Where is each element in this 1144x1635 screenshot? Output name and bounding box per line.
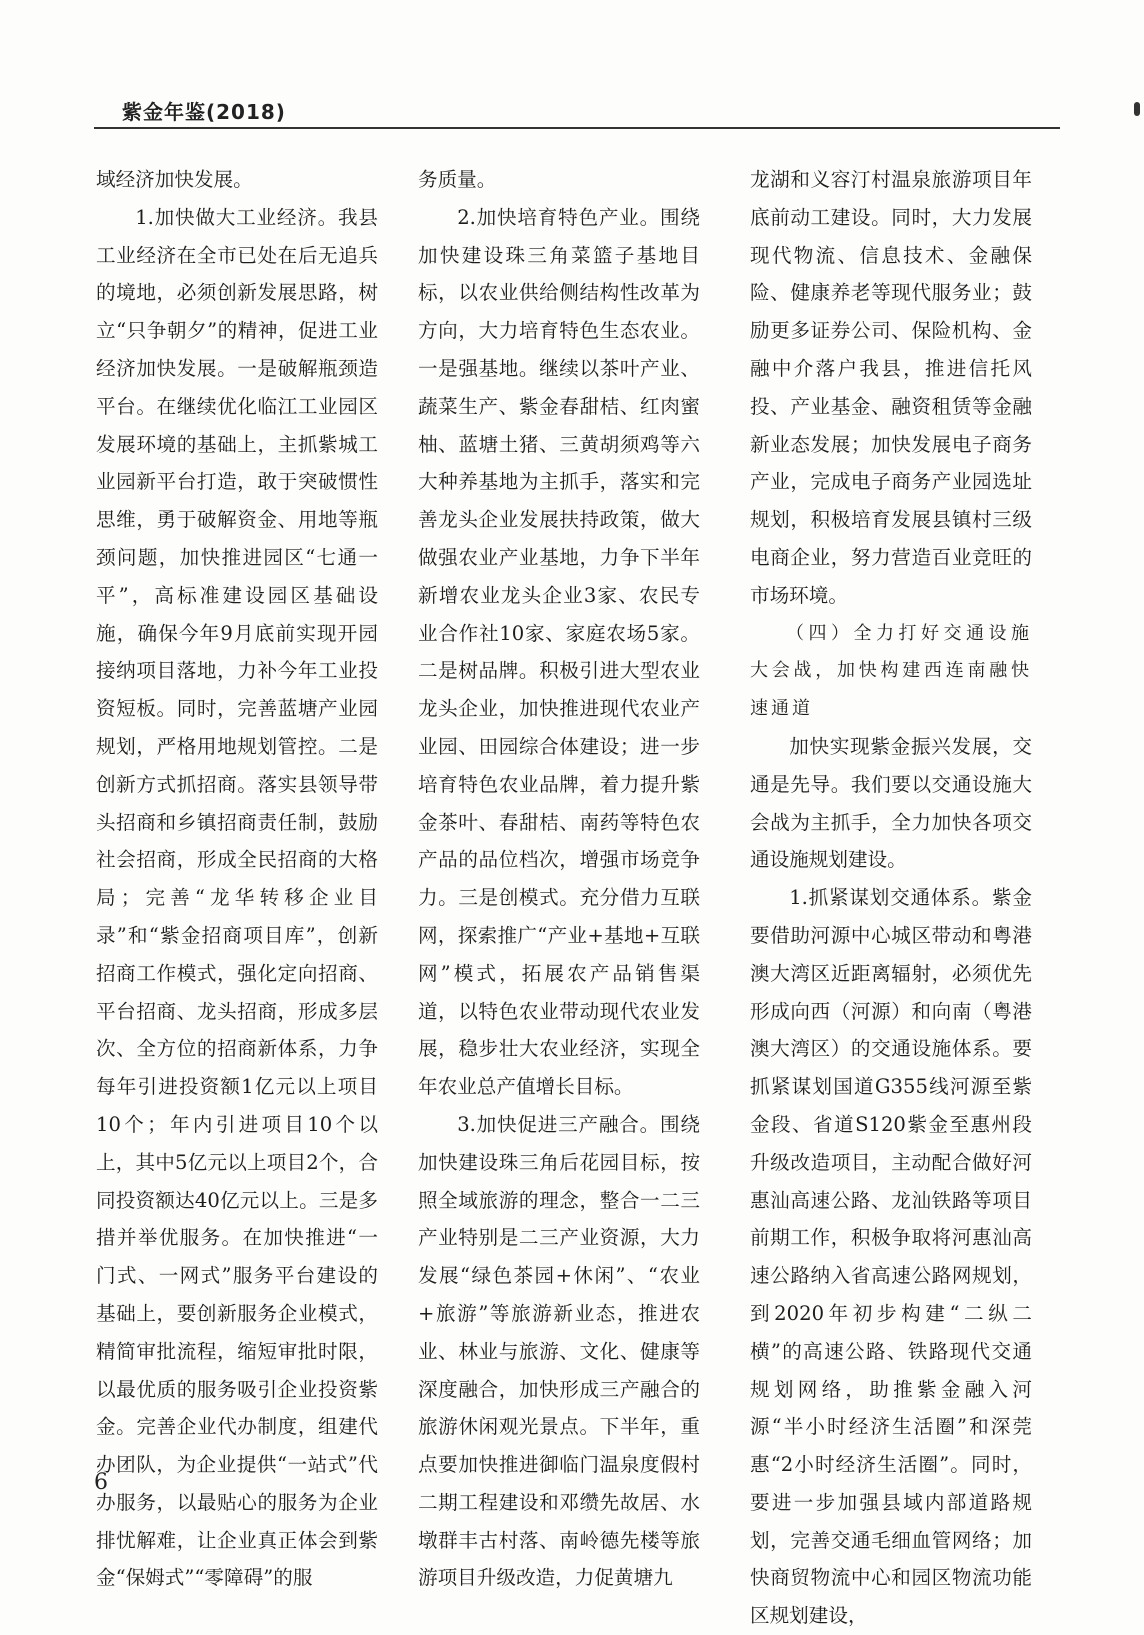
paragraph: 1.加快做大工业经济。我县工业经济在全市已处在后无追兵的境地，必须创新发展思路，树立“只争朝夕”的精神，促进工业经济加快发展。一是破解瓶颈造平台。在继续优化临江工业园区发展环境的基础上，主抓紫城工业园新平台打造，敢于突破惯性思维，勇于破解资金、用地等瓶颈问题，加快推进园区“七通一平”，高标准建设园区基础设施，确保今年9月底前实现开园接纳项目落地，力补今年工业投资短板。同时，完善蓝塘产业园规划，严格用地规划管控。二是创新方式抓招商。落实县领导带头招商和乡镇招商责任制，鼓励社会招商，形成全民招商的大格局；完善“龙华转移企业目录”和“紫金招商项目库”，创新招商工作模式，强化定向招商、平台招商、龙头招商，形成多层次、全方位的招商新体系，力争每年引进投资额1亿元以上项目10个；年内引进项目10个以上，其中5亿元以上项目2个，合同投资额达40亿元以上。三是多措并举优服务。在加快推进“一门式、一网式”服务平台建设的基础上，要创新服务企业模式，精简审批流程，缩短审批时限，以最优质的服务吸引企业投资紫金。完善企业代办制度，组建代办团队，为企业提供“一站式”代办服务，以最贴心的服务为企业排忧解难，让企业真正体会到紫金“保姆式”“零障碍”的服 <box>96 205 378 1590</box>
header-rule <box>94 127 1060 129</box>
paragraph: 3.加快促进三产融合。围绕加快建设珠三角后花园目标，按照全域旅游的理念，整合一二三产业特别是二三产业资源，大力发展“绿色茶园+休闲”、“农业+旅游”等旅游新业态，推进农业、林业与旅游、文化、健康等深度融合，加快形成三产融合的旅游休闲观光景点。下半年，重点要加快推进御临门温泉度假村二期工程建设和邓缵先故居、水墩群丰古村落、南岭德先楼等旅游项目升级改造，力促黄塘九 <box>418 1112 700 1590</box>
running-header-title: 紫金年鉴(2018) <box>122 100 286 124</box>
paragraph: 域经济加快发展。 <box>96 168 253 191</box>
paragraph: 1.抓紧谋划交通体系。紫金要借助河源中心城区带动和粤港澳大湾区近距离辐射，必须优先形成向西（河源）和向南（粤港澳大湾区）的交通设施体系。要抓紧谋划国道G355线河源至紫金段、省道S120紫金至惠州段升级改造项目，主动配合做好河惠汕高速公路、龙汕铁路等项目前期工作，积极争取将河惠汕高速公路纳入省高速公路网规划，到2020年初步构建“二纵二横”的高速公路、铁路现代交通规划网络，助推紫金融入河源“半小时经济生活圈”和深莞惠“2小时经济生活圈”。同时，要进一步加强县域内部道路规划，完善交通毛细血管网络；加快商贸物流中心和园区物流功能区规划建设， <box>750 886 1032 1628</box>
text-column-3 <box>750 161 1032 1628</box>
section-heading: （四）全力打好交通设施大会战，加快构建西连南融快速通道 <box>750 622 1032 720</box>
paragraph: 加快实现紫金振兴发展，交通是先导。我们要以交通设施大会战为主抓手，全力加快各项交通设施规划建设。 <box>750 734 1032 872</box>
paragraph: 2.加快培育特色产业。围绕加快建设珠三角菜篮子基地目标，以农业供给侧结构性改革为方向，大力培育特色生态农业。一是强基地。继续以茶叶产业、蔬菜生产、紫金春甜桔、红肉蜜柚、蓝塘土猪、三黄胡须鸡等六大种养基地为主抓手，落实和完善龙头企业发展扶持政策，做大做强农业产业基地，力争下半年新增农业龙头企业3家、农民专业合作社10家、家庭农场5家。二是树品牌。积极引进大型农业龙头企业，加快推进现代农业产业园、田园综合体建设；进一步培育特色农业品牌，着力提升紫金茶叶、春甜桔、南药等特色农产品的品位档次，增强市场竞争力。三是创模式。充分借力互联网，探索推广“产业+基地+互联网”模式，拓展农产品销售渠道，以特色农业带动现代农业发展，稳步壮大农业经济，实现全年农业总产值增长目标。 <box>418 205 700 1099</box>
text-column-1 <box>96 161 378 1590</box>
paragraph: 务质量。 <box>418 168 497 191</box>
page-edge-mark <box>1134 102 1140 116</box>
text-column-2 <box>418 161 700 1590</box>
page-number: 6 <box>94 1470 108 1495</box>
paragraph: 龙湖和义容汀村温泉旅游项目年底前动工建设。同时，大力发展现代物流、信息技术、金融保险、健康养老等现代服务业；鼓励更多证券公司、保险机构、金融中介落户我县，推进信托风投、产业基金、融资租赁等金融新业态发展；加快发展电子商务产业，完成电子商务产业园选址规划，积极培育发展县镇村三级电商企业，努力营造百业竞旺的市场环境。 <box>750 168 1032 607</box>
